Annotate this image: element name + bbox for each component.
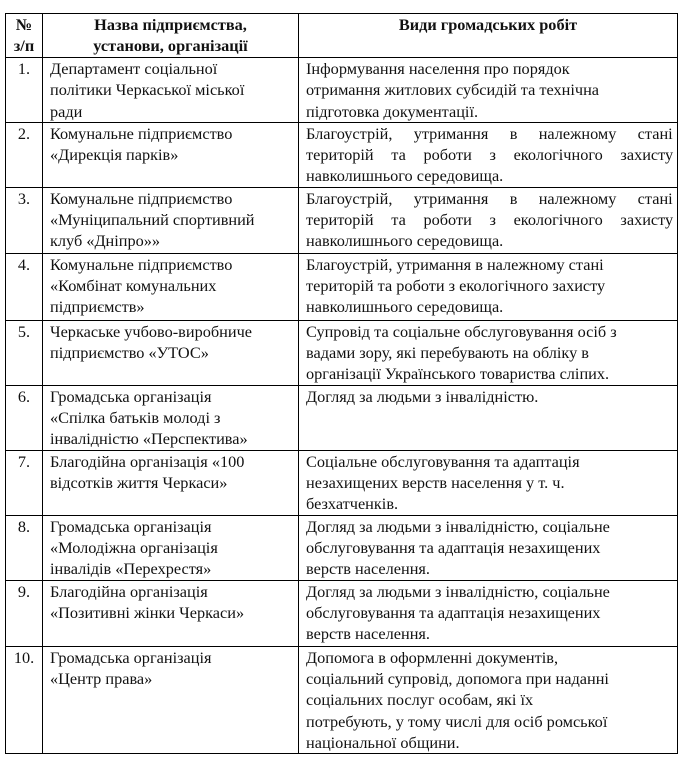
row-number: 7. (6, 450, 43, 515)
work-types-line: територій та роботи з екологічного захисту (306, 276, 606, 296)
organization-name-line: «Муніципальний спортивний (50, 210, 255, 230)
work-types-line: територій та роботи з екологічного захисту (306, 145, 674, 165)
work-types-line: територій та роботи з екологічного захисту (306, 210, 674, 230)
organization-name-cell (43, 580, 299, 646)
work-types-line: потребують, у тому числі для осіб ромської (306, 711, 608, 731)
work-types-line: Благоустрій, утримання в належному стані (306, 254, 604, 274)
work-types-line: обслуговування та адаптація незахищених (306, 602, 601, 622)
row-number: 3. (6, 187, 43, 253)
work-types-line: Благоустрій, утримання в належному стані (306, 123, 673, 143)
organization-name-line: Громадська організація (50, 647, 212, 667)
organization-name-line: Комунальне підприємство (50, 254, 233, 274)
header-name-line2: установи, організації (93, 36, 248, 55)
row-number: 5. (6, 320, 43, 385)
organization-name-line: підприємств» (50, 297, 145, 317)
header-name-line1: Назва підприємства, (94, 15, 247, 34)
table-body (6, 58, 678, 754)
organization-name-line: Комунальне підприємство (50, 188, 233, 208)
organization-name-line: ради (50, 101, 83, 121)
organization-name-line: «Молодіжна організація (50, 537, 218, 557)
organization-name-line: Громадська організація (50, 516, 212, 536)
table-row (6, 122, 678, 187)
work-types-line: обслуговування та адаптація незахищених (306, 537, 601, 557)
work-types-cell (299, 580, 678, 646)
row-number: 10. (6, 646, 43, 753)
work-types-cell (299, 122, 678, 187)
organization-name-line: Департамент соціальної (50, 59, 218, 78)
organization-name-line: Черкаське учбово-виробниче (50, 321, 252, 341)
work-types-line: національної общини. (306, 732, 460, 752)
header-organization-name (43, 14, 299, 58)
organization-name-cell (43, 187, 299, 253)
public-works-table (5, 13, 678, 754)
work-types-line: соціальних послуг особам, які їх (306, 690, 534, 710)
organization-name-cell (43, 253, 299, 320)
work-types-line: Інформування населення про порядок (306, 59, 570, 78)
row-number: 4. (6, 253, 43, 320)
organization-name-line: відсотків життя Черкаси» (50, 473, 228, 493)
table-row (6, 320, 678, 385)
header-number (6, 14, 43, 58)
organization-name-line: «Позитивні жінки Черкаси» (50, 602, 245, 622)
work-types-line: навколишнього середовища. (306, 166, 504, 186)
organization-name-line: підприємство «УТОС» (50, 343, 209, 363)
table-row (6, 646, 678, 753)
organization-name-line: політики Черкаської міської (50, 80, 245, 100)
organization-name-line: інвалідністю «Перспектива» (50, 429, 248, 449)
work-types-line: Супровід та соціальне обслуговування осіб з (306, 321, 617, 341)
organization-name-cell (43, 320, 299, 385)
work-types-line: вадами зору, які перебувають на обліку в (306, 343, 589, 363)
work-types-line: організації Українського товариства сліпих. (306, 364, 610, 384)
work-types-line: Благоустрій, утримання в належному стані (306, 188, 673, 208)
work-types-line: Догляд за людьми з інвалідністю. (306, 386, 539, 406)
organization-name-cell (43, 450, 299, 515)
header-number-line1: № (15, 15, 33, 34)
work-types-cell (299, 450, 678, 515)
work-types-line: верств населення. (306, 624, 430, 644)
work-types-line: навколишнього середовища. (306, 231, 504, 251)
header-work-types (299, 14, 678, 58)
work-types-line: навколишнього середовища. (306, 297, 504, 317)
work-types-cell (299, 646, 678, 753)
table-row (6, 515, 678, 580)
header-number-line2: з/п (13, 36, 35, 55)
table-row (6, 450, 678, 515)
work-types-line: отримання житлових субсидій та технічна (306, 80, 600, 100)
row-number: 6. (6, 385, 43, 450)
organization-name-cell (43, 122, 299, 187)
organization-name-line: Благодійна організація (50, 581, 208, 601)
work-types-line: безхатченків. (306, 494, 399, 514)
work-types-line: Соціальне обслуговування та адаптація (306, 451, 580, 471)
work-types-cell (299, 385, 678, 450)
work-types-line: соціальний супровід, допомога при наданні (306, 668, 609, 688)
table-row (6, 580, 678, 646)
row-number: 8. (6, 515, 43, 580)
table-header-row (6, 14, 678, 58)
organization-name-line: «Центр права» (50, 668, 153, 688)
organization-name-line: «Комбінат комунальних (50, 276, 217, 296)
row-number: 1. (6, 58, 43, 123)
organization-name-line: «Спілка батьків молоді з (50, 408, 221, 428)
organization-name-line: Комунальне підприємство (50, 123, 233, 143)
table-row (6, 385, 678, 450)
work-types-line: Допомога в оформленні документів, (306, 647, 559, 667)
organization-name-line: «Дирекція парків» (50, 145, 179, 165)
row-number: 2. (6, 122, 43, 187)
organization-name-cell (43, 385, 299, 450)
work-types-cell (299, 320, 678, 385)
organization-name-line: Громадська організація (50, 386, 212, 406)
work-types-cell (299, 515, 678, 580)
row-number: 9. (6, 580, 43, 646)
table-row (6, 253, 678, 320)
work-types-line: Догляд за людьми з інвалідністю, соціальне (306, 581, 610, 601)
organization-name-cell (43, 515, 299, 580)
organization-name-cell (43, 646, 299, 753)
table-row (6, 187, 678, 253)
work-types-line: верств населення. (306, 559, 430, 579)
organization-name-cell (43, 58, 299, 123)
work-types-cell (299, 58, 678, 123)
organization-name-line: клуб «Дніпро»» (50, 231, 161, 251)
organization-name-line: інвалідів «Перехрестя» (50, 559, 212, 579)
work-types-line: Догляд за людьми з інвалідністю, соціальне (306, 516, 610, 536)
work-types-line: підготовка документації. (306, 101, 479, 121)
table-row (6, 58, 678, 123)
work-types-cell (299, 253, 678, 320)
work-types-line: незахищених верств населення у т. ч. (306, 473, 565, 493)
work-types-cell (299, 187, 678, 253)
organization-name-line: Благодійна організація «100 (50, 451, 245, 471)
header-works-text: Види громадських робіт (398, 15, 578, 34)
